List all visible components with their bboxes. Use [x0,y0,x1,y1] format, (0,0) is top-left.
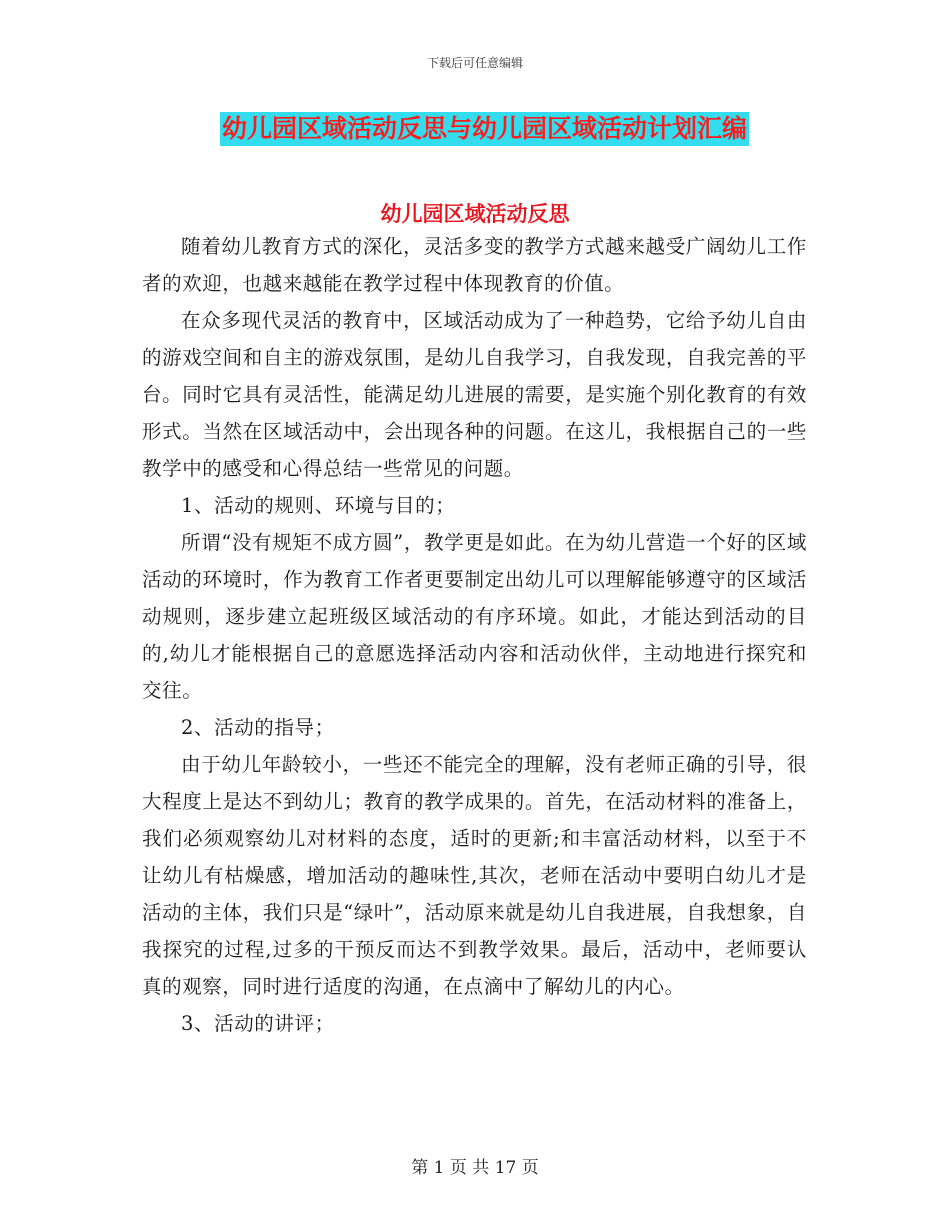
paragraph: 所谓“没有规矩不成方圆”，教学更是如此。在为幼儿营造一个好的区域活动的环境时，作为教育工作者更要制定出幼儿可以理解能够遵守的区域活动规则，逐步建立起班级区域活动的有序环境。如此，才能达到活动的目的,幼儿才能根据自己的意愿选择活动内容和活动伙伴，主动地进行探究和交往。 [142,531,807,702]
page-number-footer: 第 1 页 共 17 页 [411,1158,539,1178]
paragraph: 随着幼儿教育方式的深化，灵活多变的教学方式越来越受广阔幼儿工作者的欢迎，也越来越能在教学过程中体现教育的价值。 [142,235,807,295]
paragraph: 在众多现代灵活的教育中，区域活动成为了一种趋势，它给予幼儿自由的游戏空间和自主的游戏氛围，是幼儿自我学习，自我发现，自我完善的平台。同时它具有灵活性，能满足幼儿进展的需要，是实施个别化教育的有效形式。当然在区域活动中，会出现各种的问题。在这儿，我根据自己的一些教学中的感受和心得总结一些常见的问题。 [142,309,807,480]
document-title: 幼儿园区域活动反思与幼儿园区域活动计划汇编 [220,112,749,146]
section-title: 幼儿园区域活动反思 [380,201,570,226]
list-heading: 2、活动的指导； [181,716,335,739]
document-body [142,228,807,1042]
page-header-note: 下载后可任意编辑 [426,56,523,70]
paragraph: 由于幼儿年龄较小，一些还不能完全的理解，没有老师正确的引导，很大程度上是达不到幼儿；教育的教学成果的。首先，在活动材料的准备上，我们必须观察幼儿对材料的态度，适时的更新;和丰富活动材料，以至于不让幼儿有枯燥感，增加活动的趣味性,其次，老师在活动中要明白幼儿才是活动的主体，我们只是“绿叶”，活动原来就是幼儿自我进展，自我想象，自我探究的过程,过多的干预反而达不到教学效果。最后，活动中，老师要认真的观察，同时进行适度的沟通，在点滴中了解幼儿的内心。 [142,753,807,998]
list-heading: 1、活动的规则、环境与目的； [181,494,456,517]
list-heading: 3、活动的讲评； [181,1012,335,1035]
